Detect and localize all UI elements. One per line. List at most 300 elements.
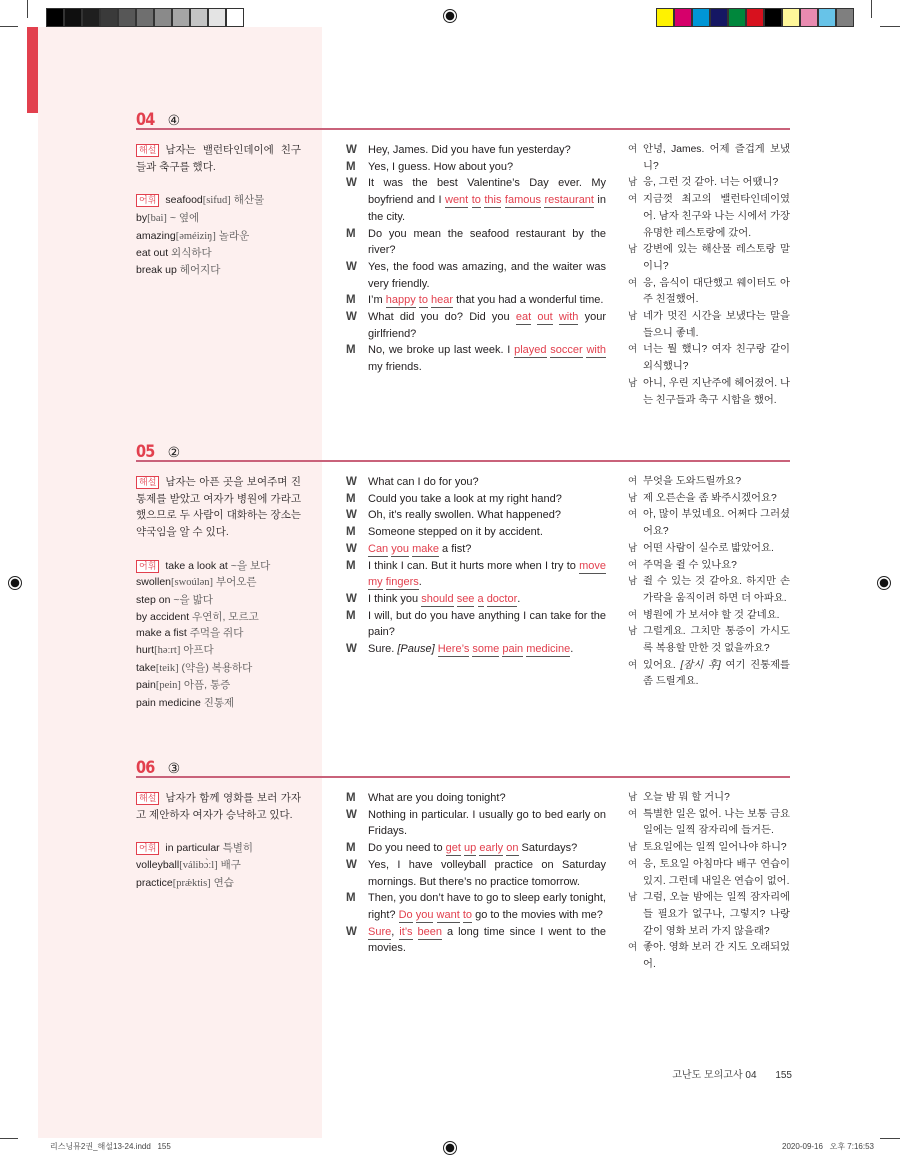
dialogue-line — [346, 641, 606, 658]
line-text — [643, 491, 790, 508]
vocab-phonetic: [prǽktis] — [172, 877, 211, 889]
vocab-item — [136, 840, 301, 857]
line-text — [368, 541, 606, 558]
vocab-item — [136, 642, 301, 660]
speaker-label: W — [346, 509, 357, 522]
translation-line — [628, 541, 790, 558]
vocab-phonetic: [válibɔ̀ːl] — [179, 859, 218, 871]
translation-line — [628, 790, 790, 807]
gray-swatch — [226, 8, 244, 27]
answer-mark: ② — [167, 444, 181, 460]
translation-line — [628, 175, 790, 192]
line-text — [643, 142, 790, 175]
line-text — [643, 276, 790, 309]
gray-swatch — [64, 8, 82, 27]
dialogue-line — [346, 807, 606, 840]
slug-date: 2020-09-16 오후 7:16:53 — [782, 1142, 874, 1151]
dialogue-column — [346, 790, 606, 957]
vocab-phonetic: [əméiziŋ] — [175, 230, 216, 242]
chapter-tab — [27, 27, 38, 113]
highlighted-word: Sure — [368, 925, 392, 938]
vocab-meaning: 배구 — [220, 858, 241, 871]
vocab-item — [136, 875, 301, 893]
line-text — [643, 558, 790, 575]
translation-line — [628, 309, 790, 342]
line-text — [368, 591, 606, 608]
text-segment: Yes, I have volleyball practice on Saturday mornings. But there’s no practice tomorrow. — [368, 858, 606, 888]
dialogue-line — [346, 840, 606, 857]
line-text — [643, 658, 790, 691]
text-segment: It was the best Valentine’s Day ever. My boyfriend and I — [368, 177, 606, 207]
vocab-word: eat out — [136, 247, 169, 260]
line-text — [643, 840, 790, 857]
dialogue-column — [346, 142, 606, 376]
highlighted-word: medicine — [526, 643, 571, 656]
vocab-meaning: 놀라운 — [218, 229, 250, 242]
dialogue-line — [346, 159, 606, 176]
vocab-word: pain — [136, 679, 156, 692]
text-segment: Nothing in particular. I usually go to bed early on Fridays. — [368, 808, 606, 838]
text-segment: my friends. — [368, 361, 422, 374]
stage-direction: [잠시 후] — [680, 659, 721, 671]
speaker-label: 여 — [628, 858, 638, 870]
text-segment: Sure. — [368, 643, 398, 656]
dialogue-line — [346, 507, 606, 524]
gray-swatch — [46, 8, 64, 27]
highlighted-word: restaurant — [544, 194, 594, 207]
text-segment: 좋아. 영화 보러 간 지도 오래되었어. — [643, 942, 790, 971]
vocab-phonetic: [pein] — [155, 680, 181, 692]
translation-line — [628, 558, 790, 575]
dialogue-line — [346, 857, 606, 890]
highlighted-word: happy — [385, 294, 416, 307]
section-header — [136, 442, 790, 462]
notes-column — [136, 474, 301, 712]
line-text — [643, 192, 790, 242]
vocab-item — [136, 625, 301, 642]
line-text — [368, 142, 606, 159]
explanation-tag: 해설 — [136, 476, 159, 489]
text-segment: Do you need to — [368, 842, 446, 855]
speaker-label: 남 — [628, 842, 638, 854]
translation-line — [628, 890, 790, 940]
line-text — [368, 259, 606, 292]
crop-mark — [27, 0, 28, 18]
highlighted-word: hear — [431, 294, 454, 307]
speaker-label: 남 — [628, 492, 638, 504]
vocab-item — [136, 677, 301, 695]
vocab-meaning: (약을) 복용하다 — [181, 661, 253, 674]
text-segment: 병원에 가 보셔야 할 것 같네요. — [643, 609, 780, 621]
text-segment: 안녕, James. 어제 즐겁게 보냈니? — [643, 144, 790, 172]
vocab-item — [136, 210, 301, 228]
vocab-word: swollen — [136, 576, 172, 589]
highlighted-word: doctor — [486, 592, 518, 605]
dialogue-line — [346, 474, 606, 491]
text-segment: 주먹을 쥘 수 있나요? — [643, 559, 737, 571]
text-segment: 응, 그런 것 같아. 너는 어땠니? — [643, 177, 779, 189]
explanation-text: 남자가 함께 영화를 보러 가자고 제안하자 여자가 승낙하고 있다. — [136, 792, 301, 821]
speaker-label: 남 — [628, 377, 638, 389]
text-segment: Oh, it’s really swollen. What happened? — [368, 509, 562, 522]
line-text — [368, 491, 606, 508]
speaker-label: 남 — [628, 311, 638, 323]
explanation-tag: 해설 — [136, 792, 159, 805]
translation-line — [628, 474, 790, 491]
question-05 — [136, 442, 790, 710]
line-text — [368, 807, 606, 840]
color-swatch — [674, 8, 692, 27]
vocab-meaning: ~ 옆에 — [169, 211, 200, 224]
question-06 — [136, 758, 790, 971]
speaker-label: W — [346, 542, 357, 555]
question-number: 04 — [136, 110, 155, 130]
vocab-list — [136, 840, 301, 892]
vocab-item — [136, 592, 301, 609]
line-text — [368, 159, 606, 176]
vocab-item — [136, 558, 301, 575]
translation-column — [628, 142, 790, 409]
text-segment: go to the movies with me? — [472, 908, 603, 921]
speaker-label: 여 — [628, 344, 638, 356]
vocab-phonetic: [teik] — [155, 662, 179, 674]
explanation-text: 남자는 밸런타인데이에 친구들과 축구를 했다. — [136, 144, 301, 173]
dialogue-line — [346, 342, 606, 375]
gray-swatch — [208, 8, 226, 27]
answer-mark: ③ — [167, 760, 181, 776]
line-text — [643, 309, 790, 342]
color-swatch — [746, 8, 764, 27]
highlighted-word: you — [391, 542, 409, 555]
color-swatch — [764, 8, 782, 27]
text-segment: 제 오른손을 좀 봐주시겠어요? — [643, 492, 777, 504]
page-number: 155 — [775, 1070, 792, 1081]
text-segment: Someone stepped on it by accident. — [368, 526, 543, 539]
highlighted-word: eat — [515, 311, 532, 324]
line-text — [643, 940, 790, 973]
dialogue-column — [346, 474, 606, 658]
translation-line — [628, 574, 790, 607]
explanation — [136, 790, 301, 823]
explanation — [136, 474, 301, 541]
line-text — [643, 541, 790, 558]
line-text — [643, 574, 790, 607]
text-segment: I will, but do you have anything I can take for the pain? — [368, 609, 606, 639]
speaker-label: 남 — [628, 576, 638, 588]
speaker-label: M — [346, 526, 356, 539]
dialogue-line — [346, 608, 606, 641]
speaker-label: M — [346, 294, 356, 307]
text-segment: What can I do for you? — [368, 476, 479, 488]
gray-swatch — [82, 8, 100, 27]
speaker-label: M — [346, 160, 356, 173]
translation-line — [628, 342, 790, 375]
vocab-word: in particular — [165, 842, 220, 855]
translation-line — [628, 142, 790, 175]
text-segment: 너는 뭘 했니? 여자 친구랑 같이 외식했니? — [643, 344, 790, 373]
translation-line — [628, 376, 790, 409]
crop-mark — [880, 1138, 900, 1139]
highlighted-word: went — [445, 194, 469, 207]
highlighted-word: some — [472, 643, 500, 656]
highlighted-word: been — [417, 925, 443, 938]
vocab-meaning: 외식하다 — [171, 247, 212, 260]
text-segment: . — [517, 592, 521, 605]
translation-column — [628, 474, 790, 691]
line-text — [643, 342, 790, 375]
vocab-phonetic: [həːrt] — [154, 645, 181, 657]
line-text — [643, 790, 790, 807]
vocab-phonetic: [swoúlən] — [171, 577, 214, 589]
gray-swatch — [100, 8, 118, 27]
line-text — [368, 292, 606, 309]
speaker-label: 여 — [628, 659, 638, 671]
vocab-tag: 어휘 — [136, 194, 159, 207]
speaker-label: W — [346, 643, 357, 656]
text-segment: , — [391, 925, 400, 938]
line-text — [368, 175, 606, 225]
text-segment: 쥘 수 있는 것 같아요. 하지만 손가락을 움직이려 하면 더 아파요. — [643, 576, 790, 604]
speaker-label: W — [346, 311, 357, 324]
highlighted-word: Here’s — [437, 643, 470, 656]
translation-line — [628, 491, 790, 508]
text-segment: 있어요. — [643, 659, 681, 671]
line-text — [643, 242, 790, 275]
text-segment: What are you doing tonight? — [368, 792, 506, 804]
text-segment: 여기 진통제를 좀 드릴게요. — [643, 659, 790, 688]
speaker-label: 여 — [628, 559, 638, 571]
text-segment: Yes, the food was amazing, and the waiter was very friendly. — [368, 260, 606, 290]
gray-swatch — [172, 8, 190, 27]
speaker-label: M — [346, 344, 356, 357]
vocab-meaning: 연습 — [213, 876, 234, 889]
notes-column — [136, 790, 301, 892]
explanation-tag: 해설 — [136, 144, 159, 157]
crop-mark — [0, 26, 18, 27]
line-text — [368, 474, 606, 491]
speaker-label: W — [346, 925, 357, 938]
speaker-label: 여 — [628, 509, 638, 521]
speaker-label: W — [346, 476, 357, 488]
speaker-label: 남 — [628, 542, 638, 554]
line-text — [643, 624, 790, 657]
vocab-word: amazing — [136, 229, 176, 242]
highlighted-word: soccer — [550, 344, 583, 357]
vocab-word: seafood — [165, 194, 203, 207]
dialogue-line — [346, 790, 606, 807]
speaker-label: 여 — [628, 144, 638, 155]
text-segment: What did you do? Did you — [368, 311, 516, 324]
vocab-word: break up — [136, 263, 177, 276]
dialogue-line — [346, 309, 606, 342]
vocab-word: take a look at — [165, 559, 228, 572]
notes-column — [136, 142, 301, 279]
vocab-item — [136, 695, 301, 712]
highlighted-word: get — [445, 842, 461, 855]
dialogue-line — [346, 558, 606, 591]
dialogue-line — [346, 259, 606, 292]
speaker-label: M — [346, 892, 356, 905]
highlighted-word: to — [418, 294, 428, 307]
text-segment: your girlfriend? — [368, 311, 606, 340]
text-segment: 네가 멋진 시간을 보냈다는 말을 들으니 좋네. — [643, 311, 790, 339]
gray-swatch — [118, 8, 136, 27]
color-swatch — [836, 8, 854, 27]
line-text — [368, 309, 606, 342]
dialogue-line — [346, 924, 606, 957]
highlighted-word: Do — [398, 908, 413, 921]
vocab-phonetic: [bai] — [147, 212, 167, 224]
speaker-label: M — [346, 559, 356, 572]
vocab-word: make a fist — [136, 627, 187, 640]
dialogue-line — [346, 541, 606, 558]
line-text — [368, 890, 606, 923]
text-segment: 응, 토요일 아침마다 배구 연습이 있지. 그런데 내일은 연습이 없어. — [643, 858, 790, 887]
text-segment: 무엇을 도와드릴까요? — [643, 476, 742, 487]
translation-line — [628, 807, 790, 840]
vocab-tag: 어휘 — [136, 842, 159, 855]
translation-line — [628, 276, 790, 309]
vocab-meaning: 진통제 — [203, 697, 235, 710]
vocab-item — [136, 857, 301, 875]
vocab-word: step on — [136, 593, 171, 606]
text-segment: 그럴게요. 그치만 통증이 가시도록 복용할 만한 것 없을까요? — [643, 626, 790, 655]
highlighted-word: pain — [502, 643, 524, 656]
text-segment: 그럼, 오늘 밤에는 일찍 잠자리에 들 필요가 없구나, 그렇지? 나랑 같이 영화 보러 가지 않을래? — [643, 892, 790, 937]
vocab-item — [136, 574, 301, 592]
text-segment: a fist? — [438, 542, 472, 555]
question-number: 05 — [136, 442, 155, 462]
text-segment: 응, 음식이 대단했고 웨이터도 아주 친절했어. — [643, 277, 790, 306]
speaker-label: W — [346, 260, 357, 273]
vocab-meaning: 아프다 — [183, 644, 214, 657]
answer-mark: ④ — [167, 112, 181, 128]
text-segment: a long time since I went to the movies. — [368, 925, 606, 955]
text-segment: 특별한 일은 없어. 나는 보통 금요일에는 일찍 잠자리에 들거든. — [643, 808, 790, 837]
highlighted-word: should — [421, 592, 454, 605]
vocab-meaning: 주먹을 쥐다 — [189, 627, 244, 640]
line-text — [368, 924, 606, 957]
text-segment: I think you — [368, 592, 422, 605]
crop-mark — [880, 26, 900, 27]
crop-mark — [0, 1138, 18, 1139]
vocab-word: by — [136, 211, 148, 224]
section-header — [136, 758, 790, 778]
line-text — [643, 376, 790, 409]
vocab-word: hurt — [136, 644, 155, 657]
speaker-label: W — [346, 177, 357, 190]
vocab-item — [136, 192, 301, 210]
translation-line — [628, 192, 790, 242]
speaker-label: 남 — [628, 626, 638, 638]
dialogue-line — [346, 890, 606, 923]
vocab-word: volleyball — [136, 858, 180, 871]
highlighted-word: to — [471, 194, 481, 207]
translation-line — [628, 242, 790, 275]
section-header — [136, 110, 790, 130]
highlighted-word: played — [514, 344, 547, 357]
dialogue-line — [346, 175, 606, 225]
vocab-meaning: 헤어지다 — [179, 263, 221, 276]
vocab-list — [136, 558, 301, 712]
line-text — [368, 608, 606, 641]
line-text — [643, 175, 790, 192]
text-segment: I think I can. But it hurts more when I try to — [368, 559, 580, 572]
speaker-label: 여 — [628, 194, 638, 206]
highlighted-word: you — [415, 908, 434, 921]
text-segment: 오늘 밤 뭐 할 거니? — [643, 792, 730, 803]
speaker-label: 여 — [628, 808, 638, 820]
color-swatch — [656, 8, 674, 27]
speaker-label: 남 — [628, 177, 638, 189]
vocab-item — [136, 245, 301, 262]
line-text — [368, 226, 606, 259]
gray-swatch — [190, 8, 208, 27]
speaker-label: 남 — [628, 792, 638, 803]
highlighted-word: Can — [368, 542, 389, 555]
dialogue-line — [346, 591, 606, 608]
speaker-label: M — [346, 792, 356, 804]
highlighted-word: make — [412, 542, 439, 555]
color-swatch — [710, 8, 728, 27]
dialogue-line — [346, 226, 606, 259]
running-footer — [672, 1066, 792, 1081]
explanation-text: 남자는 아픈 곳을 보여주며 진통제를 받았고 여자가 병원에 가라고 했으므로 두 사람이 대화하는 장소는 약국임을 알 수 있다. — [136, 476, 301, 539]
vocab-word: by accident — [136, 610, 190, 623]
line-text — [643, 807, 790, 840]
vocab-meaning: 해산물 — [233, 194, 265, 207]
text-segment: in the city. — [368, 194, 606, 223]
gray-swatch — [154, 8, 172, 27]
speaker-label: M — [346, 842, 356, 855]
text-segment: 강변에 있는 해산물 레스토랑 말이니? — [643, 244, 790, 272]
line-text — [368, 342, 606, 375]
speaker-label: 여 — [628, 609, 638, 621]
highlighted-word: famous — [504, 194, 541, 207]
color-swatch — [818, 8, 836, 27]
text-segment: No, we broke up last week. I — [368, 344, 515, 357]
speaker-label: M — [346, 609, 356, 622]
dialogue-line — [346, 292, 606, 309]
vocab-phonetic: [sifud] — [202, 195, 231, 207]
text-segment: Yes, I guess. How about you? — [368, 160, 514, 173]
vocab-tag: 어휘 — [136, 560, 159, 573]
vocab-meaning: 특별히 — [222, 842, 254, 855]
line-text — [643, 474, 790, 491]
text-segment: 지금껏 최고의 밸런타인데이였어. 남자 친구와 나는 시에서 가장 유명한 레스토랑에 갔어. — [643, 194, 790, 239]
translation-line — [628, 658, 790, 691]
vocab-item — [136, 609, 301, 626]
line-text — [368, 507, 606, 524]
color-swatch — [800, 8, 818, 27]
translation-column — [628, 790, 790, 974]
text-segment: 토요일에는 일찍 일어나야 하니? — [643, 842, 787, 854]
highlighted-word: want — [436, 908, 460, 921]
speaker-label: 여 — [628, 476, 638, 487]
highlighted-word: see — [456, 592, 475, 605]
text-segment: Saturdays? — [518, 842, 578, 855]
translation-line — [628, 857, 790, 890]
line-text — [643, 857, 790, 890]
highlighted-word: up — [464, 842, 477, 855]
vocab-meaning: 아픔, 통증 — [183, 679, 231, 692]
highlighted-word: move — [579, 559, 606, 572]
stage-direction: [Pause] — [397, 643, 435, 656]
vocab-meaning: 부어오른 — [215, 576, 257, 589]
translation-line — [628, 624, 790, 657]
speaker-label: 여 — [628, 277, 638, 289]
explanation — [136, 142, 301, 175]
